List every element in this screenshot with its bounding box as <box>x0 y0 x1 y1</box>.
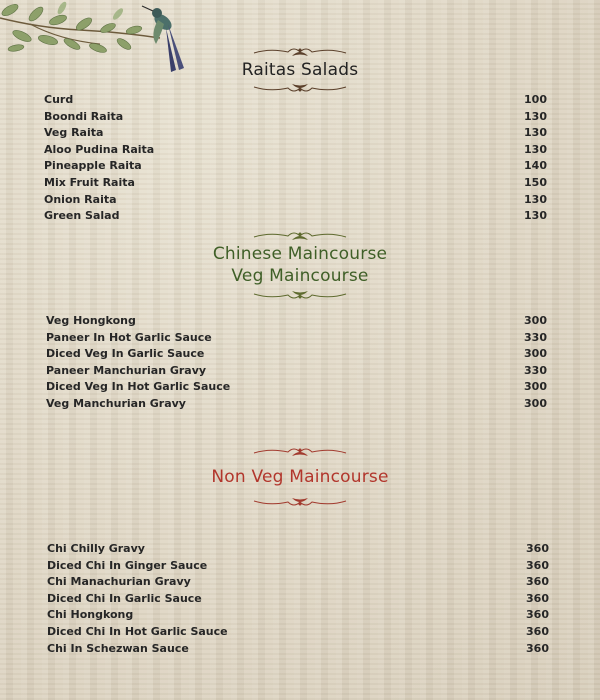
item-price: 140 <box>524 159 547 173</box>
section-title-line-2: Veg Maincourse <box>231 266 369 286</box>
item-name: Diced Veg In Hot Garlic Sauce <box>46 380 231 394</box>
item-price: 360 <box>526 591 549 605</box>
item-name: Veg Hongkong <box>46 314 136 327</box>
menu-item <box>0 592 600 609</box>
menu-item <box>0 642 600 659</box>
item-name: Boondi Raita <box>44 109 124 123</box>
item-name: Chi Manachurian Gravy <box>47 575 191 589</box>
menu-item <box>0 193 600 210</box>
item-name: Veg Manchurian Gravy <box>46 396 186 410</box>
item-name: Onion Raita <box>44 192 117 206</box>
item-price: 360 <box>526 608 549 622</box>
menu-item <box>0 347 600 364</box>
section-title-chinese <box>0 243 600 287</box>
menu-item <box>0 209 600 226</box>
item-name: Diced Veg In Garlic Sauce <box>46 347 205 361</box>
item-price: 300 <box>524 380 547 394</box>
menu-item <box>0 380 600 397</box>
ornamental-flourish-icon <box>250 44 350 60</box>
item-name: Mix Fruit Raita <box>44 175 135 189</box>
section-title-raitas: Raitas Salads <box>241 60 359 80</box>
item-name: Chi Hongkong <box>47 608 134 622</box>
item-name: Veg Raita <box>44 126 104 140</box>
item-price: 130 <box>524 209 547 223</box>
item-price: 130 <box>524 192 547 206</box>
menu-item <box>0 542 600 559</box>
menu-item <box>0 364 600 381</box>
item-price: 360 <box>526 575 549 589</box>
menu-item <box>0 159 600 176</box>
item-name: Paneer In Hot Garlic Sauce <box>46 330 212 344</box>
item-price: 360 <box>526 641 549 655</box>
item-price: 100 <box>524 93 547 106</box>
item-name: Chi In Schezwan Sauce <box>47 641 189 655</box>
menu-item <box>0 397 600 414</box>
item-price: 360 <box>526 558 549 572</box>
item-name: Aloo Pudina Raita <box>44 142 155 156</box>
item-price: 360 <box>526 542 549 555</box>
item-price: 300 <box>524 314 547 327</box>
menu-item <box>0 126 600 143</box>
ornamental-flourish-icon <box>250 494 350 510</box>
ornamental-flourish-icon <box>250 444 350 460</box>
ornamental-flourish-icon <box>250 228 350 244</box>
menu-item <box>0 625 600 642</box>
item-name: Curd <box>44 93 74 106</box>
menu-item <box>0 314 600 331</box>
menu-item <box>0 608 600 625</box>
item-price: 360 <box>526 624 549 638</box>
menu-item <box>0 559 600 576</box>
raitas-item-list <box>0 93 600 226</box>
menu-item <box>0 176 600 193</box>
menu-item <box>0 575 600 592</box>
menu-item <box>0 331 600 348</box>
item-price: 300 <box>524 396 547 410</box>
menu-item <box>0 93 600 110</box>
item-name: Green Salad <box>44 209 120 223</box>
ornamental-flourish-icon <box>250 287 350 303</box>
nonveg-item-list <box>0 542 600 658</box>
menu-item <box>0 110 600 127</box>
item-name: Paneer Manchurian Gravy <box>46 363 207 377</box>
item-price: 130 <box>524 142 547 156</box>
section-title-nonveg: Non Veg Maincourse <box>211 467 389 487</box>
section-title-line-1: Chinese Maincourse <box>212 244 388 264</box>
item-name: Pineapple Raita <box>44 159 142 173</box>
item-price: 130 <box>524 126 547 140</box>
item-price: 330 <box>524 330 547 344</box>
item-price: 130 <box>524 109 547 123</box>
chinese-item-list <box>0 314 600 414</box>
item-price: 300 <box>524 347 547 361</box>
item-name: Diced Chi In Garlic Sauce <box>47 591 202 605</box>
menu-item <box>0 143 600 160</box>
item-name: Diced Chi In Hot Garlic Sauce <box>47 624 228 638</box>
item-name: Chi Chilly Gravy <box>47 542 145 555</box>
item-price: 330 <box>524 363 547 377</box>
item-price: 150 <box>524 175 547 189</box>
item-name: Diced Chi In Ginger Sauce <box>47 558 208 572</box>
